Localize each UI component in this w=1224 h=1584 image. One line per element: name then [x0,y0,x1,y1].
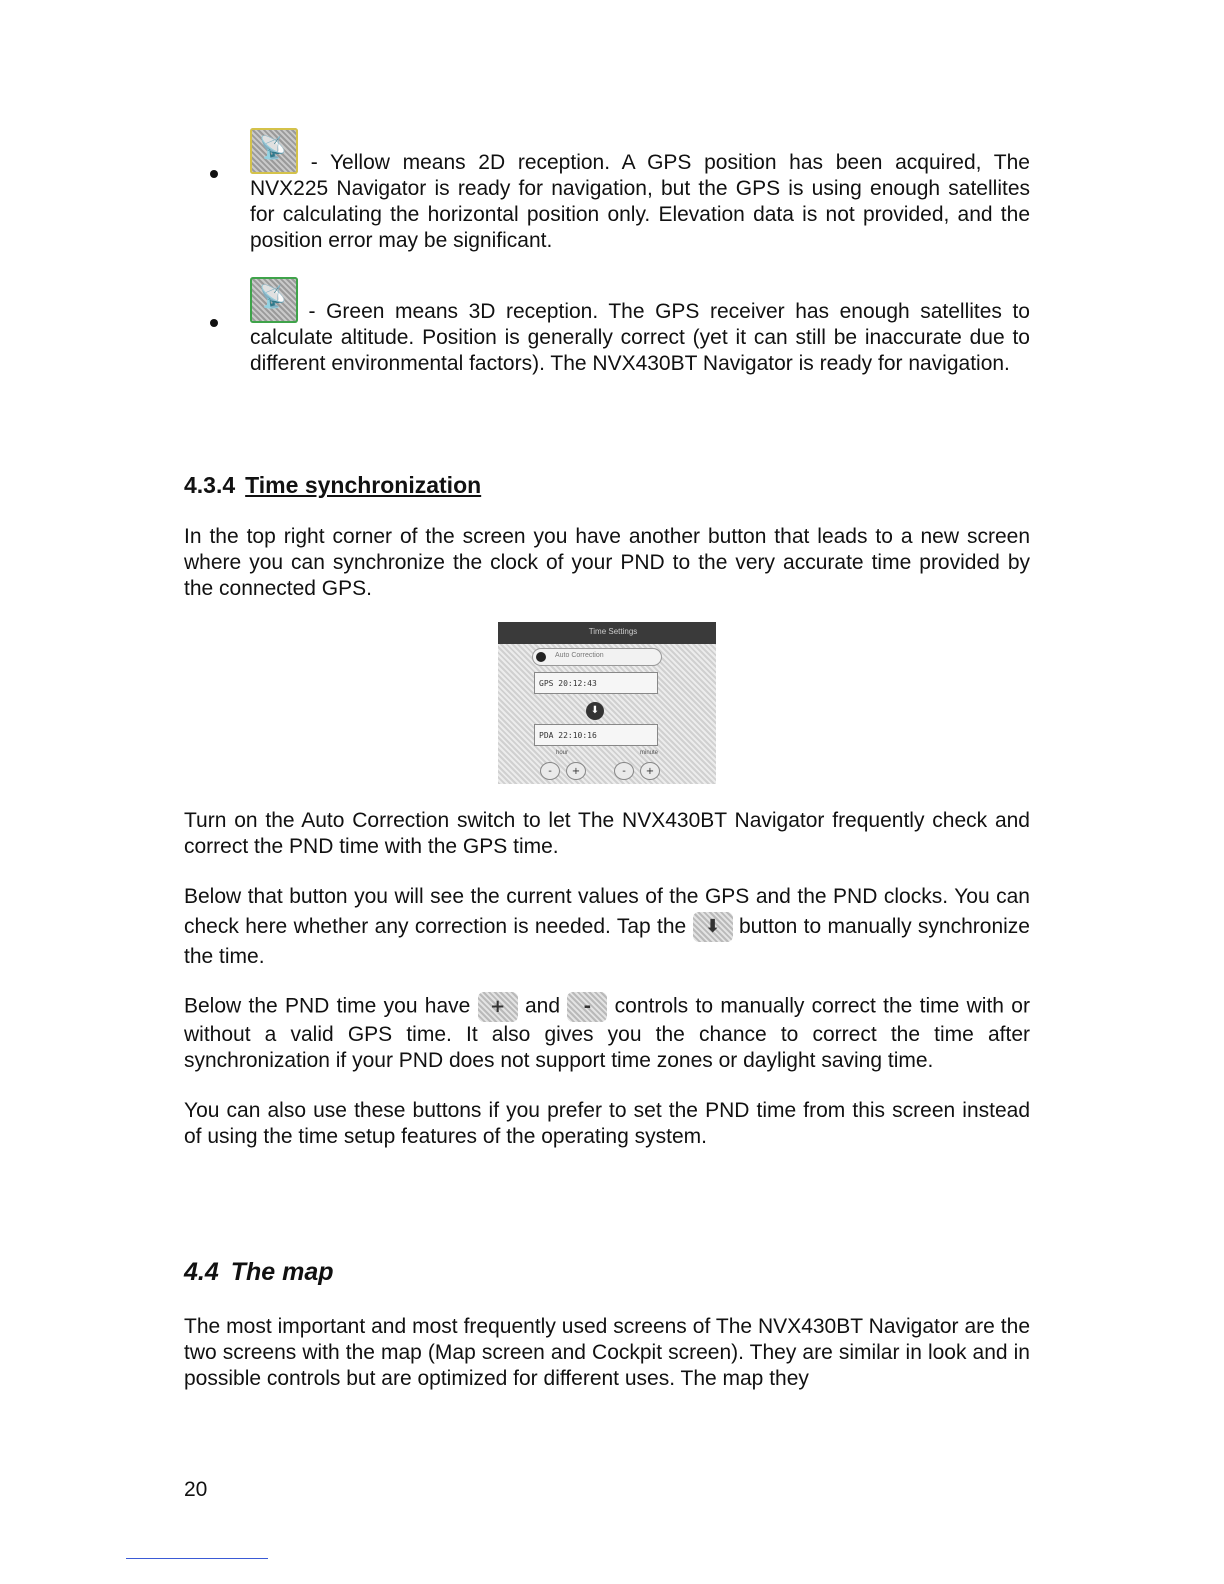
bullet-yellow-reception [198,128,1030,253]
screenshot-title: Time Settings [588,627,638,636]
sync-button-icon: ⬇ [693,912,733,942]
hour-minus-button: - [540,762,560,780]
minute-label: minute [640,750,659,756]
manual-controls-paragraph [184,992,1030,1074]
hour-label: hour [556,750,569,756]
plus-button-icon: + [478,992,518,1022]
gps-label: GPS [539,679,554,688]
gps-time-box [534,672,658,694]
sync-arrow-icon: ⬇ [586,702,604,720]
bullet-text: - Green means 3D reception. The GPS receiver has enough satellites to calculate altitude. Position is generally correct (yet it can still be inaccurate due to different environmental factors). The NVX430BT Navigator is ready for navigation. [250,300,1030,376]
map-intro-paragraph: The most important and most frequently used screens of The NVX430BT Navigator are the two screens with the map (Map screen and Cockpit screen). They are similar in look and in possible controls but are optimized for different uses. The map they [184,1315,1030,1390]
clock-values-paragraph [184,882,1030,972]
auto-correction-label: Auto Correction [555,652,604,659]
paragraph-text: and [524,994,561,1018]
paragraph-text: Below the PND time you have [184,994,471,1018]
auto-correction-paragraph: Turn on the Auto Correction switch to let The NVX430BT Navigator frequently check and correct the PND time with the GPS time. [184,809,1030,858]
auto-correction-switch [532,648,662,666]
time-sync-intro: In the top right corner of the screen you have another button that leads to a new screen where you can synchronize the clock of your PND to the very accurate time provided by the connected GPS. [184,525,1030,600]
pda-time-box [534,724,658,746]
gps-time: 20:12:43 [558,679,597,688]
time-setup-paragraph: You can also use these buttons if you prefer to set the PND time from this screen instead of using the time setup features of the operating system. [184,1099,1030,1148]
bullet-green-reception [198,277,1030,377]
reception-bullet-list [198,128,1030,377]
page-number: 20 [184,1478,208,1501]
section-title: The map [230,1258,334,1286]
minus-button-icon: - [567,992,607,1022]
bullet-dot [210,170,218,178]
pda-time: 22:10:16 [558,731,597,740]
bullet-text: - Yellow means 2D reception. A GPS position has been acquired, The NVX225 Navigator is ready for navigation, but the GPS is using enough satellites for calculating the horizontal position only. Elevation data is not provided, and the position error may be significant. [250,151,1030,252]
section-number: 4.4 [184,1258,219,1286]
satellite-icon [250,128,298,174]
minute-plus-button: + [640,762,660,780]
paragraph-text: controls to manually correct the time with or without a valid GPS time. It also gives you the chance to correct the time after synchronization if your PND does not support time zones or daylight saving time. [184,994,1030,1072]
paragraph-text: button to manually synchronize the time. [184,915,1030,969]
section-heading-time-sync [184,472,481,499]
bullet-dot [210,319,218,327]
minute-minus-button: - [614,762,634,780]
section-number: 4.3.4 [184,472,236,498]
footnote-divider [126,1558,268,1559]
screenshot-title-bar [498,622,716,644]
time-settings-screenshot [498,622,716,784]
section-title: Time synchronization [245,472,482,498]
section-heading-map [184,1258,334,1287]
pda-label: PDA [539,731,554,740]
paragraph-text: Below that button you will see the current values of the GPS and the PND clocks. You can check here whether any correction is needed. Tap the [184,885,1030,938]
toggle-knob [536,652,546,662]
satellite-icon [250,277,298,323]
hour-plus-button: + [566,762,586,780]
